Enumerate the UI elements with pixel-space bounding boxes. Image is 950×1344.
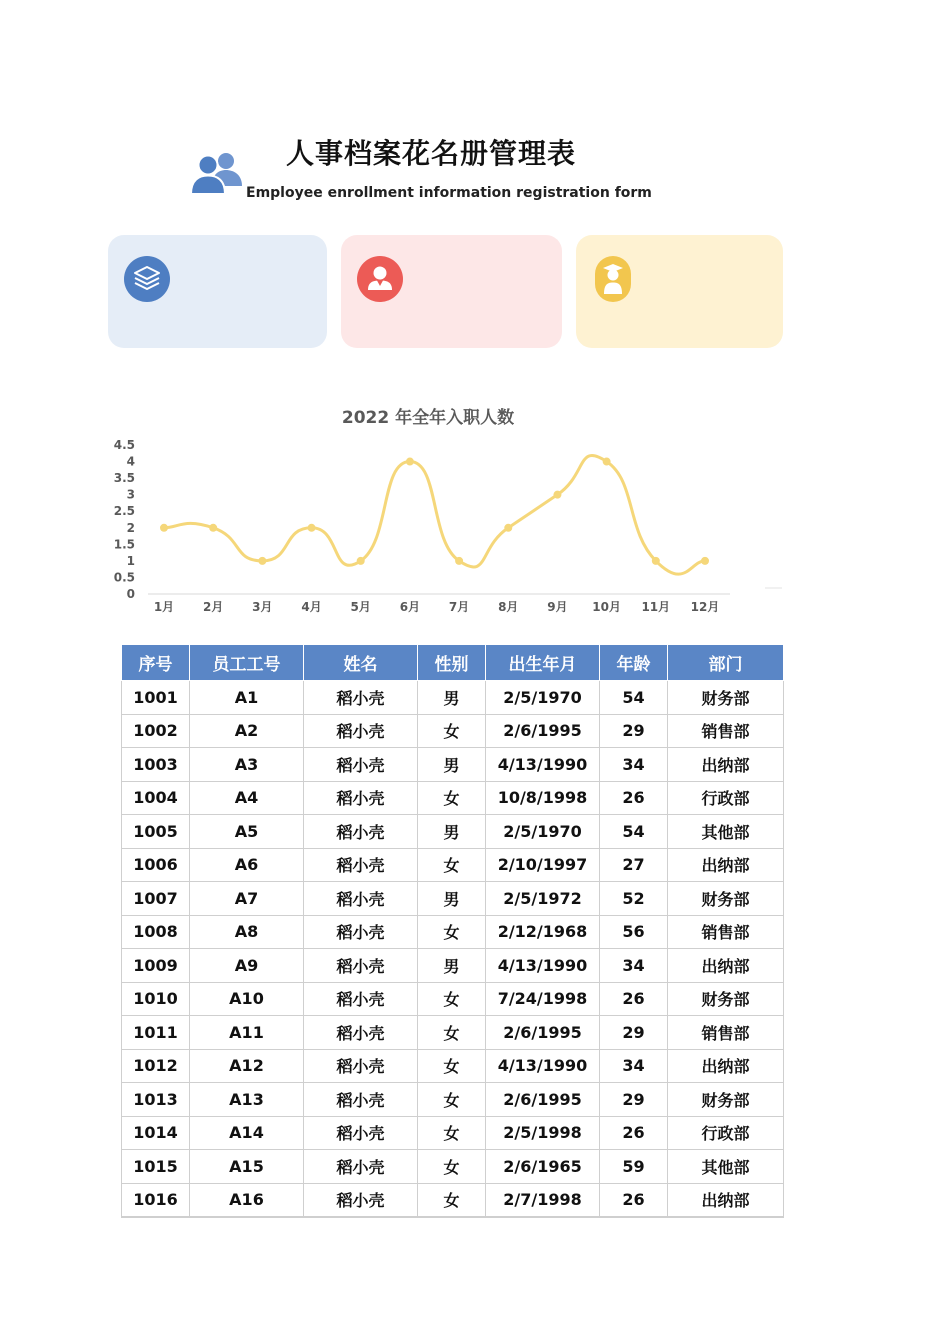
y-tick-label: 1 xyxy=(126,553,135,568)
cell-seq-col: 1008 xyxy=(122,915,190,949)
cell-birthdate-col: 2/5/1970 xyxy=(486,681,600,715)
cell-seq-col: 1016 xyxy=(122,1183,190,1217)
x-tick-label: 10月 xyxy=(592,600,621,614)
cell-seq-col: 1014 xyxy=(122,1116,190,1150)
page-subtitle: Employee enrollment information registration form xyxy=(246,185,652,201)
cell-gender-col: 男 xyxy=(418,681,486,715)
cell-age-col: 27 xyxy=(600,848,668,882)
cell-birthdate-col: 2/6/1995 xyxy=(486,1083,600,1117)
x-tick-label: 9月 xyxy=(547,600,568,614)
chart-title: 2022 年全年入职人数 xyxy=(341,408,515,428)
table-row xyxy=(122,949,784,983)
x-tick-label: 6月 xyxy=(399,600,421,614)
cell-name-col: 稻小壳 xyxy=(304,915,418,949)
cell-seq-col: 1007 xyxy=(122,882,190,916)
cell-name-col: 稻小壳 xyxy=(304,681,418,715)
summary-card-3 xyxy=(576,235,783,348)
table-row xyxy=(122,882,784,916)
cell-age-col: 54 xyxy=(600,681,668,715)
cell-name-col: 稻小壳 xyxy=(304,714,418,748)
data-point xyxy=(652,557,660,565)
y-tick-label: 0.5 xyxy=(113,570,135,585)
cell-birthdate-col: 2/10/1997 xyxy=(486,848,600,882)
layers-icon xyxy=(124,256,170,302)
cell-department-col: 销售部 xyxy=(668,1016,784,1050)
table-row xyxy=(122,714,784,748)
data-point xyxy=(209,524,217,532)
cell-employee-id-col: A6 xyxy=(190,848,304,882)
table-row xyxy=(122,982,784,1016)
data-point xyxy=(701,557,709,565)
summary-card-1 xyxy=(108,235,327,348)
x-tick-label: 3月 xyxy=(252,600,273,614)
x-tick-label: 4月 xyxy=(301,600,322,614)
column-header-age-col: 年龄 xyxy=(600,645,668,681)
cell-employee-id-col: A13 xyxy=(190,1083,304,1117)
cell-birthdate-col: 10/8/1998 xyxy=(486,781,600,815)
y-tick-label: 0 xyxy=(126,587,135,601)
table-row xyxy=(122,1116,784,1150)
cell-department-col: 出纳部 xyxy=(668,949,784,983)
data-point xyxy=(504,524,512,532)
cell-department-col: 出纳部 xyxy=(668,848,784,882)
table-row xyxy=(122,848,784,882)
roster-table xyxy=(121,644,784,1218)
cell-age-col: 26 xyxy=(600,781,668,815)
cell-employee-id-col: A7 xyxy=(190,882,304,916)
cell-birthdate-col: 7/24/1998 xyxy=(486,982,600,1016)
users-icon xyxy=(190,150,244,196)
cell-birthdate-col: 2/5/1970 xyxy=(486,815,600,849)
cell-employee-id-col: A3 xyxy=(190,748,304,782)
cell-department-col: 行政部 xyxy=(668,781,784,815)
cell-employee-id-col: A2 xyxy=(190,714,304,748)
table-row xyxy=(122,1083,784,1117)
cell-gender-col: 男 xyxy=(418,748,486,782)
cell-department-col: 财务部 xyxy=(668,681,784,715)
cell-gender-col: 女 xyxy=(418,1083,486,1117)
cell-age-col: 59 xyxy=(600,1150,668,1184)
table-row xyxy=(122,681,784,715)
x-tick-label: 5月 xyxy=(350,600,371,614)
x-tick-label: 12月 xyxy=(690,600,720,614)
graduate-icon xyxy=(595,256,631,302)
cell-department-col: 出纳部 xyxy=(668,1183,784,1217)
column-header-seq-col: 序号 xyxy=(122,645,190,681)
cell-gender-col: 女 xyxy=(418,1016,486,1050)
cell-seq-col: 1012 xyxy=(122,1049,190,1083)
cell-birthdate-col: 4/13/1990 xyxy=(486,1049,600,1083)
cell-department-col: 财务部 xyxy=(668,882,784,916)
cell-gender-col: 女 xyxy=(418,848,486,882)
cell-department-col: 销售部 xyxy=(668,915,784,949)
table-row xyxy=(122,1183,784,1217)
column-header-gender-col: 性别 xyxy=(418,645,486,681)
cell-gender-col: 女 xyxy=(418,915,486,949)
cell-seq-col: 1009 xyxy=(122,949,190,983)
cell-age-col: 34 xyxy=(600,748,668,782)
data-point xyxy=(308,524,316,532)
cell-age-col: 54 xyxy=(600,815,668,849)
cell-name-col: 稻小壳 xyxy=(304,882,418,916)
table-row xyxy=(122,748,784,782)
y-tick-label: 4 xyxy=(126,454,135,469)
cell-name-col: 稻小壳 xyxy=(304,1049,418,1083)
page-title: 人事档案花名册管理表 xyxy=(286,137,577,170)
y-tick-label: 3.5 xyxy=(113,471,135,486)
column-header-department-col: 部门 xyxy=(668,645,784,681)
table-row xyxy=(122,815,784,849)
cell-seq-col: 1011 xyxy=(122,1016,190,1050)
cell-department-col: 行政部 xyxy=(668,1116,784,1150)
data-point xyxy=(160,524,168,532)
cell-age-col: 26 xyxy=(600,1116,668,1150)
cell-name-col: 稻小壳 xyxy=(304,982,418,1016)
cell-seq-col: 1013 xyxy=(122,1083,190,1117)
cell-age-col: 29 xyxy=(600,1083,668,1117)
cell-department-col: 出纳部 xyxy=(668,1049,784,1083)
table-row xyxy=(122,781,784,815)
cell-birthdate-col: 4/13/1990 xyxy=(486,949,600,983)
cell-seq-col: 1006 xyxy=(122,848,190,882)
cell-birthdate-col: 4/13/1990 xyxy=(486,748,600,782)
column-header-name-col: 姓名 xyxy=(304,645,418,681)
cell-employee-id-col: A16 xyxy=(190,1183,304,1217)
cell-age-col: 26 xyxy=(600,982,668,1016)
column-header-employee-id-col: 员工工号 xyxy=(190,645,304,681)
cell-employee-id-col: A8 xyxy=(190,915,304,949)
data-point xyxy=(258,557,266,565)
cell-employee-id-col: A12 xyxy=(190,1049,304,1083)
cell-gender-col: 女 xyxy=(418,781,486,815)
table-row xyxy=(122,915,784,949)
data-point xyxy=(357,557,365,565)
cell-name-col: 稻小壳 xyxy=(304,1150,418,1184)
cell-age-col: 26 xyxy=(600,1183,668,1217)
cell-seq-col: 1001 xyxy=(122,681,190,715)
cell-department-col: 出纳部 xyxy=(668,748,784,782)
cell-gender-col: 女 xyxy=(418,1049,486,1083)
cell-employee-id-col: A14 xyxy=(190,1116,304,1150)
cell-birthdate-col: 2/6/1995 xyxy=(486,714,600,748)
cell-employee-id-col: A15 xyxy=(190,1150,304,1184)
x-tick-label: 7月 xyxy=(448,600,470,614)
cell-gender-col: 女 xyxy=(418,714,486,748)
cell-name-col: 稻小壳 xyxy=(304,781,418,815)
y-tick-label: 4.5 xyxy=(113,438,135,452)
cell-age-col: 56 xyxy=(600,915,668,949)
cell-name-col: 稻小壳 xyxy=(304,949,418,983)
cell-employee-id-col: A11 xyxy=(190,1016,304,1050)
cell-seq-col: 1010 xyxy=(122,982,190,1016)
data-point xyxy=(406,458,414,466)
cell-gender-col: 男 xyxy=(418,815,486,849)
cell-gender-col: 女 xyxy=(418,982,486,1016)
cell-birthdate-col: 2/6/1965 xyxy=(486,1150,600,1184)
x-tick-label: 1月 xyxy=(153,600,175,614)
cell-seq-col: 1004 xyxy=(122,781,190,815)
cell-employee-id-col: A1 xyxy=(190,681,304,715)
cell-age-col: 29 xyxy=(600,1016,668,1050)
data-point xyxy=(603,458,611,466)
cell-employee-id-col: A9 xyxy=(190,949,304,983)
column-header-birthdate-col: 出生年月 xyxy=(486,645,600,681)
cell-birthdate-col: 2/5/1998 xyxy=(486,1116,600,1150)
cell-name-col: 稻小壳 xyxy=(304,848,418,882)
cell-birthdate-col: 2/7/1998 xyxy=(486,1183,600,1217)
x-tick-label: 8月 xyxy=(498,600,519,614)
cell-age-col: 34 xyxy=(600,1049,668,1083)
cell-gender-col: 男 xyxy=(418,949,486,983)
cell-birthdate-col: 2/5/1972 xyxy=(486,882,600,916)
cell-age-col: 29 xyxy=(600,714,668,748)
cell-department-col: 其他部 xyxy=(668,815,784,849)
cell-employee-id-col: A10 xyxy=(190,982,304,1016)
y-tick-label: 2 xyxy=(126,520,135,535)
cell-gender-col: 女 xyxy=(418,1150,486,1184)
cell-birthdate-col: 2/12/1968 xyxy=(486,915,600,949)
monthly-hires-chart xyxy=(100,395,800,620)
cell-seq-col: 1002 xyxy=(122,714,190,748)
cell-name-col: 稻小壳 xyxy=(304,815,418,849)
y-tick-label: 2.5 xyxy=(113,504,135,519)
cell-gender-col: 女 xyxy=(418,1183,486,1217)
cell-gender-col: 男 xyxy=(418,882,486,916)
x-tick-label: 11月 xyxy=(641,600,671,614)
summary-card-2 xyxy=(341,235,562,348)
y-tick-label: 1.5 xyxy=(113,537,135,552)
cell-seq-col: 1015 xyxy=(122,1150,190,1184)
cell-name-col: 稻小壳 xyxy=(304,1116,418,1150)
table-row xyxy=(122,1049,784,1083)
cell-department-col: 财务部 xyxy=(668,982,784,1016)
cell-department-col: 其他部 xyxy=(668,1150,784,1184)
cell-birthdate-col: 2/6/1995 xyxy=(486,1016,600,1050)
person-icon xyxy=(357,256,403,302)
data-point xyxy=(455,557,463,565)
cell-employee-id-col: A5 xyxy=(190,815,304,849)
cell-name-col: 稻小壳 xyxy=(304,748,418,782)
cell-name-col: 稻小壳 xyxy=(304,1183,418,1217)
series-line-hires xyxy=(164,455,705,574)
cell-seq-col: 1003 xyxy=(122,748,190,782)
y-tick-label: 3 xyxy=(126,487,135,502)
data-point xyxy=(553,491,561,499)
x-tick-label: 2月 xyxy=(203,600,224,614)
cell-employee-id-col: A4 xyxy=(190,781,304,815)
cell-age-col: 52 xyxy=(600,882,668,916)
cell-department-col: 销售部 xyxy=(668,714,784,748)
table-header-row xyxy=(122,645,784,681)
cell-age-col: 34 xyxy=(600,949,668,983)
table-row xyxy=(122,1150,784,1184)
table-row xyxy=(122,1016,784,1050)
cell-seq-col: 1005 xyxy=(122,815,190,849)
cell-name-col: 稻小壳 xyxy=(304,1083,418,1117)
cell-department-col: 财务部 xyxy=(668,1083,784,1117)
cell-gender-col: 女 xyxy=(418,1116,486,1150)
cell-name-col: 稻小壳 xyxy=(304,1016,418,1050)
